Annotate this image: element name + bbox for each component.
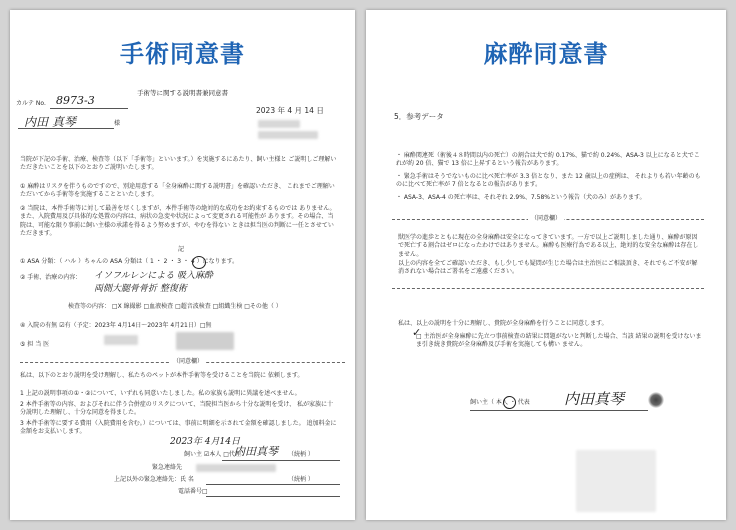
surgery-consent-title: 手術同意書 (120, 40, 245, 68)
patient-name-underline (18, 128, 114, 129)
doc-date: 2023 年 4 月 14 日 (256, 106, 324, 115)
asa-line: ① ASA 分類：（ ハル ）ちゃんの ASA 分類は（ 1 ・ 2 ・ 3 ・ 4 ）になります。 (20, 258, 239, 265)
explanation-item: ② 当院は、本件手術等に対して最善を尽くしますが、本件手術等の絶対的な成功をお約束するものでは ありません。また、入院費用及び具体的な処置の内容は、病状の急変や状況によって変更される可能性が あります。その場合、当院は、可能な限り事前に飼い主様の承諾を得るよう努めますが、やむを得ない ときは担当医の判断に一任とさせていただきます。 (20, 205, 336, 238)
honorific: 様 (114, 120, 121, 127)
redacted-block (258, 131, 318, 139)
sign-owner-label: 飼い主 ☑本人 □代理 (184, 451, 241, 458)
anesthesia-body: 獣医学の進歩とともに現在の全身麻酔は安全になってきています。一方で以上ご説明しました通り、麻酔が原因で死亡する割合はゼロになったわけではありません。麻酔も医療行為である以上、絶対的な安全な麻酔は存在しません。 (398, 234, 699, 258)
redacted-block (258, 120, 300, 128)
admission-line: ④ 入院の有無 ☑有（予定：2023年 4月14日〜2023年 4月21日）□無 (20, 322, 212, 329)
owner-sign-underline (470, 410, 648, 411)
section-divider (392, 288, 704, 289)
chart-no-label: カルテ No. (16, 100, 46, 107)
sign-underline (222, 460, 340, 461)
redacted-block (104, 335, 138, 345)
consent-intro: 私は、以下のとおり説明を受け理解し、私たちのペットが本件手術等を受けることを当院に 依頼します。 (20, 372, 304, 379)
precheck-consent-checkbox[interactable]: □ 主治医が全身麻酔に先立つ事前検査の結果に問題がないと判断した場合、当該 結果の説明を受けないまま引き続き貴院が全身麻酔及び手術を実施しても構い ません。 (416, 333, 702, 349)
chart-no: 8973-3 (56, 94, 95, 107)
consent-item: 3 本件手術等に要する費用（入院費用を含む。）については、事前に明細を示されて金額を確認しました。 追加料金に金額をお支払いします。 (20, 420, 337, 436)
anesthesia-consent-page (366, 10, 726, 520)
surgery-doc-subtitle: 手術等に関する説明書兼同意書 (137, 89, 228, 97)
anesthesia-owner-label: 飼い主（ 本人 ・ 代表 (470, 399, 530, 406)
other-relation: （続柄 ） (288, 476, 314, 483)
sign-name: 内田真琴 (234, 445, 278, 458)
explanation-item: ① 麻酔はリスクを伴うものですので、別途用意する「全身麻酔に関する説明書」を確認いただき、 これまでご理解いただいてから手術等を実施することといたします。 (20, 183, 335, 199)
redacted-block (576, 450, 656, 512)
exam-line: 検査等の内容： □X 線撮影 □血液検査 □超音波検査 □組織生検 □その他（ ） (68, 303, 282, 310)
record-label: 記 (178, 246, 185, 253)
sign-date: 2023年 4月14日 (170, 437, 240, 447)
chart-no-underline (50, 108, 128, 109)
other-contact-label: 上記以外の緊急連絡先：氏 名 (114, 476, 194, 483)
paw-print-stamp (648, 392, 664, 408)
consent-header: （同意欄） (170, 358, 206, 366)
consent-item: 2 本件手術等の内容、およびそれに伴う合併症のリスクについて、当院担当医から十分な説明を受け、 私が家族に十分説明した理解し、十分な同意を得ました。 (20, 401, 334, 417)
surgery-consent-page (10, 10, 355, 520)
check-mark: ✓ (412, 326, 422, 339)
procedure-line: 両側大腿骨骨折 整復術 (94, 284, 187, 294)
reference-bullet: ・ ASA-3、ASA-4 の死亡率は、それぞれ 2.9%、7.58%という報告（犬のみ）があります。 (396, 194, 646, 201)
section-heading: 5．参考データ (394, 112, 444, 121)
emergency-label: 緊急連絡先 (152, 464, 183, 471)
phone-underline (206, 496, 340, 497)
doctor-label: ⑤ 担 当 医 (20, 341, 50, 348)
anesthesia-owner-name: 内田真琴 (564, 390, 625, 408)
redacted-block (176, 332, 234, 350)
owner-selection-circle (503, 396, 516, 409)
patient-name: 内田 真琴 (24, 115, 76, 129)
consent-statement: 私は、以上の説明を十分に理解し、貴院が全身麻酔を行うことに同意します。 (398, 320, 608, 327)
phone-label: 電話番号□ (178, 488, 208, 495)
other-contact-underline (206, 484, 340, 485)
intro-text: 当院が下記の手術、治療、検査等（以下「手術等」といいます。）を実施するにあたり、飼い主様と ご説明しご理解いただきたいことを以下のとおりご説明いたします。 (20, 156, 337, 172)
reference-bullet: ・ 麻酔関連死（術後４８時間以内の死亡）の割合は犬で約 0.17%、猫で約 0.24%、ASA-3 以上になると犬でこれが約 20 倍、猫で 13 倍に上昇するという報告があります。 (396, 152, 700, 168)
consent-item: 1 上記の説明事項の①・②について、いずれも同意いたしました。私の家族も説明に異議を述べません。 (20, 390, 301, 397)
redacted-block (196, 464, 276, 472)
anesthesia-body-2: 以上の内容を全てご確認いただき、もし少しでも疑問が生じた場合は主治医にご相談頂き、それでもご不安が解消されない場合はご署名をご遠慮ください。 (398, 260, 698, 276)
anesthesia-consent-header: （同意欄） (528, 215, 564, 223)
anesthesia-consent-title: 麻酔同意書 (483, 40, 609, 68)
procedure-line: イソフルレンによる 吸入麻酔 (94, 271, 214, 281)
procedure-label: ② 手術、治療の内容： (20, 274, 82, 281)
sign-relation: （続柄 ） (288, 451, 314, 458)
reference-bullet: ・ 緊急手術はそうでないものに比べ死亡率が 3.3 倍となり、また 12 歳以上の症例は、 それよりも若い年齢のものに比べて死亡率が 7 倍となるとの報告があります。 (396, 173, 701, 189)
